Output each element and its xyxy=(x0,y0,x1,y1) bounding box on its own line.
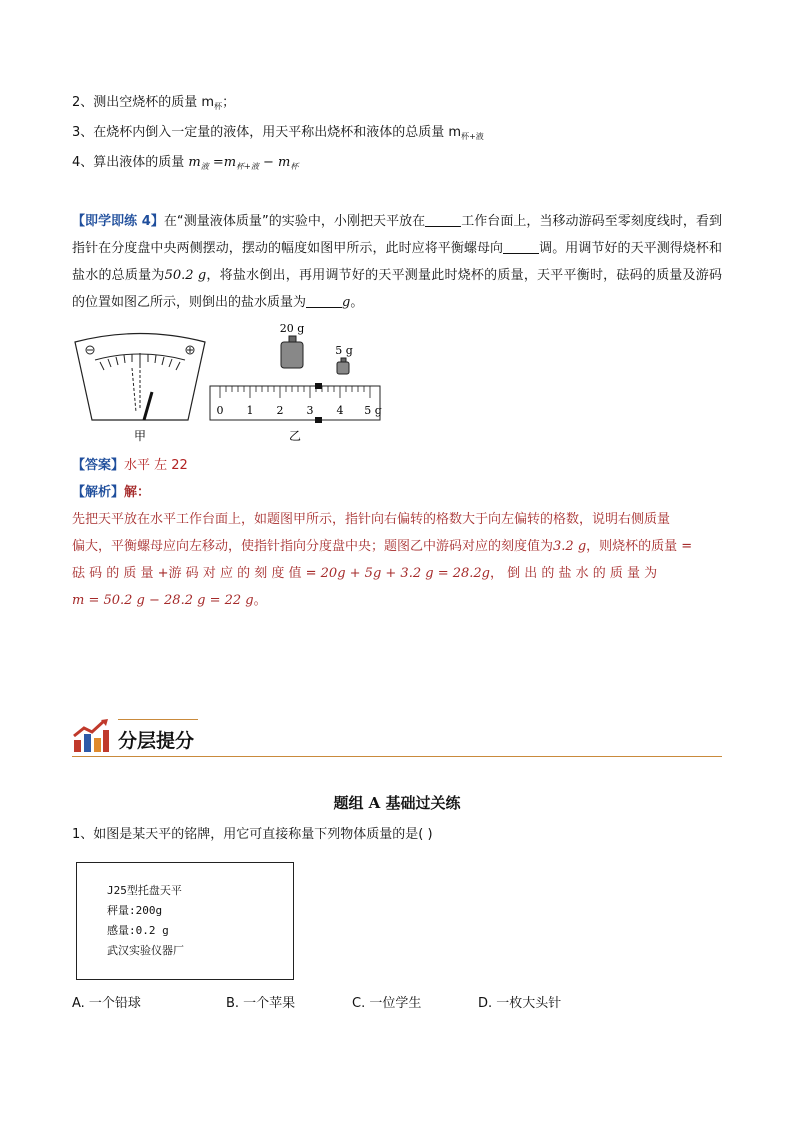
analysis-body xyxy=(72,506,722,614)
plate-line-1: J25型托盘天平 xyxy=(107,884,182,897)
option-c[interactable]: C. 一位学生 xyxy=(352,996,422,1011)
step-2 xyxy=(72,94,235,116)
practice-question: 【即学即练 4】在“测量液体质量”的实验中，小刚把天平放在 工作台面上，当移动游码至零刻度线时，看到指针在分度盘中央两侧摆动，摆动的幅度如图甲所示，此时应将平衡螺母向 调。用调节好的天平测得烧杯和盐水的总质量为50.2 g，将盐水倒出，再用调节好的天平测量此时烧杯的质量，天平平衡时，砝码的质量及游码的位置如图乙所示，则倒出的盐水质量为 g。 xyxy=(72,214,722,310)
analysis-line-1: 先把天平放在水平工作台面上，如题图甲所示，指针向右偏转的格数大于向左偏转的格数，说明右侧质量 xyxy=(72,512,671,527)
group-title: 题组 A 基础过关练 xyxy=(333,794,461,812)
scale-tick-label: 3 xyxy=(306,404,314,417)
plate-line-2: 秤量:200g xyxy=(107,904,163,917)
blank-1 xyxy=(425,214,461,227)
scale-tick-label: 5 g xyxy=(364,404,382,417)
practice-tag: 【即学即练 4】 xyxy=(72,214,164,229)
analysis-line-3: 砝 码 的 质 量 +游 码 对 应 的 刻 度 值 = 20g + 5g + 3.2 g = 28.2g， 倒 出 的 盐 水 的 质 量 为 xyxy=(72,566,658,581)
chart-growth-icon xyxy=(72,718,112,754)
rider-scale xyxy=(210,383,382,443)
section-rule xyxy=(72,756,722,757)
step-2-tail: ； xyxy=(222,95,236,110)
answer-text: 水平 左 22 xyxy=(124,458,188,473)
scale-tick-label: 2 xyxy=(276,404,284,417)
weight-20-label: 20 g xyxy=(279,322,305,335)
step-2-text: 2、测出空烧杯的质量 m xyxy=(72,95,215,110)
analysis-line-2: 偏大，平衡螺母应向左移动，使指针指向分度盘中央；题图乙中游码对应的刻度值为3.2 g，则烧杯的质量 = xyxy=(72,539,693,554)
analysis-label: 【解析】 xyxy=(72,485,125,500)
dial-figure xyxy=(75,334,205,444)
step-4-formula: $m_液 =m_{杯+液} - m_杯$ xyxy=(188,155,299,171)
step-3-sub: 杯+液 xyxy=(461,132,484,141)
step-3-text: 3、在烧杯内倒入一定量的液体，用天平称出烧杯和液体的总质量 m xyxy=(72,125,462,140)
dial-label: 甲 xyxy=(133,429,147,443)
step-2-sub: 杯 xyxy=(214,102,223,111)
section-header xyxy=(72,718,722,758)
analysis-colon: 解： xyxy=(124,485,151,500)
option-a[interactable]: A. 一个铅球 xyxy=(72,996,141,1011)
step-4 xyxy=(72,154,298,176)
balance-figure xyxy=(70,320,390,445)
blank-2 xyxy=(503,241,539,254)
step-3 xyxy=(72,124,484,146)
scale-tick-label: 1 xyxy=(246,404,254,417)
scale-label: 乙 xyxy=(288,429,302,443)
section-title: 分层提分 xyxy=(118,730,195,752)
scale-tick-label: 0 xyxy=(216,404,224,417)
section-top-rule xyxy=(118,719,198,720)
blank-3 xyxy=(306,295,342,308)
step-4-text: 4、算出液体的质量 xyxy=(72,155,185,170)
option-b[interactable]: B. 一个苹果 xyxy=(226,996,296,1011)
scale-tick-label: 4 xyxy=(336,404,344,417)
nameplate xyxy=(76,862,294,980)
answer xyxy=(72,457,188,475)
plate-line-4: 武汉实验仪器厂 xyxy=(107,944,184,957)
weight-5-label: 5 g xyxy=(335,344,353,357)
answer-label: 【答案】 xyxy=(72,458,125,473)
option-d[interactable]: D. 一枚大头针 xyxy=(478,996,562,1011)
plate-line-3: 感量:0.2 g xyxy=(107,924,169,937)
question-1-stem: 1、如图是某天平的铭牌，用它可直接称量下列物体质量的是( ) xyxy=(72,827,433,842)
analysis-line-4: m = 50.2 g − 28.2 g = 22 g。 xyxy=(72,593,267,608)
weights xyxy=(280,322,353,374)
analysis-header xyxy=(72,484,150,502)
